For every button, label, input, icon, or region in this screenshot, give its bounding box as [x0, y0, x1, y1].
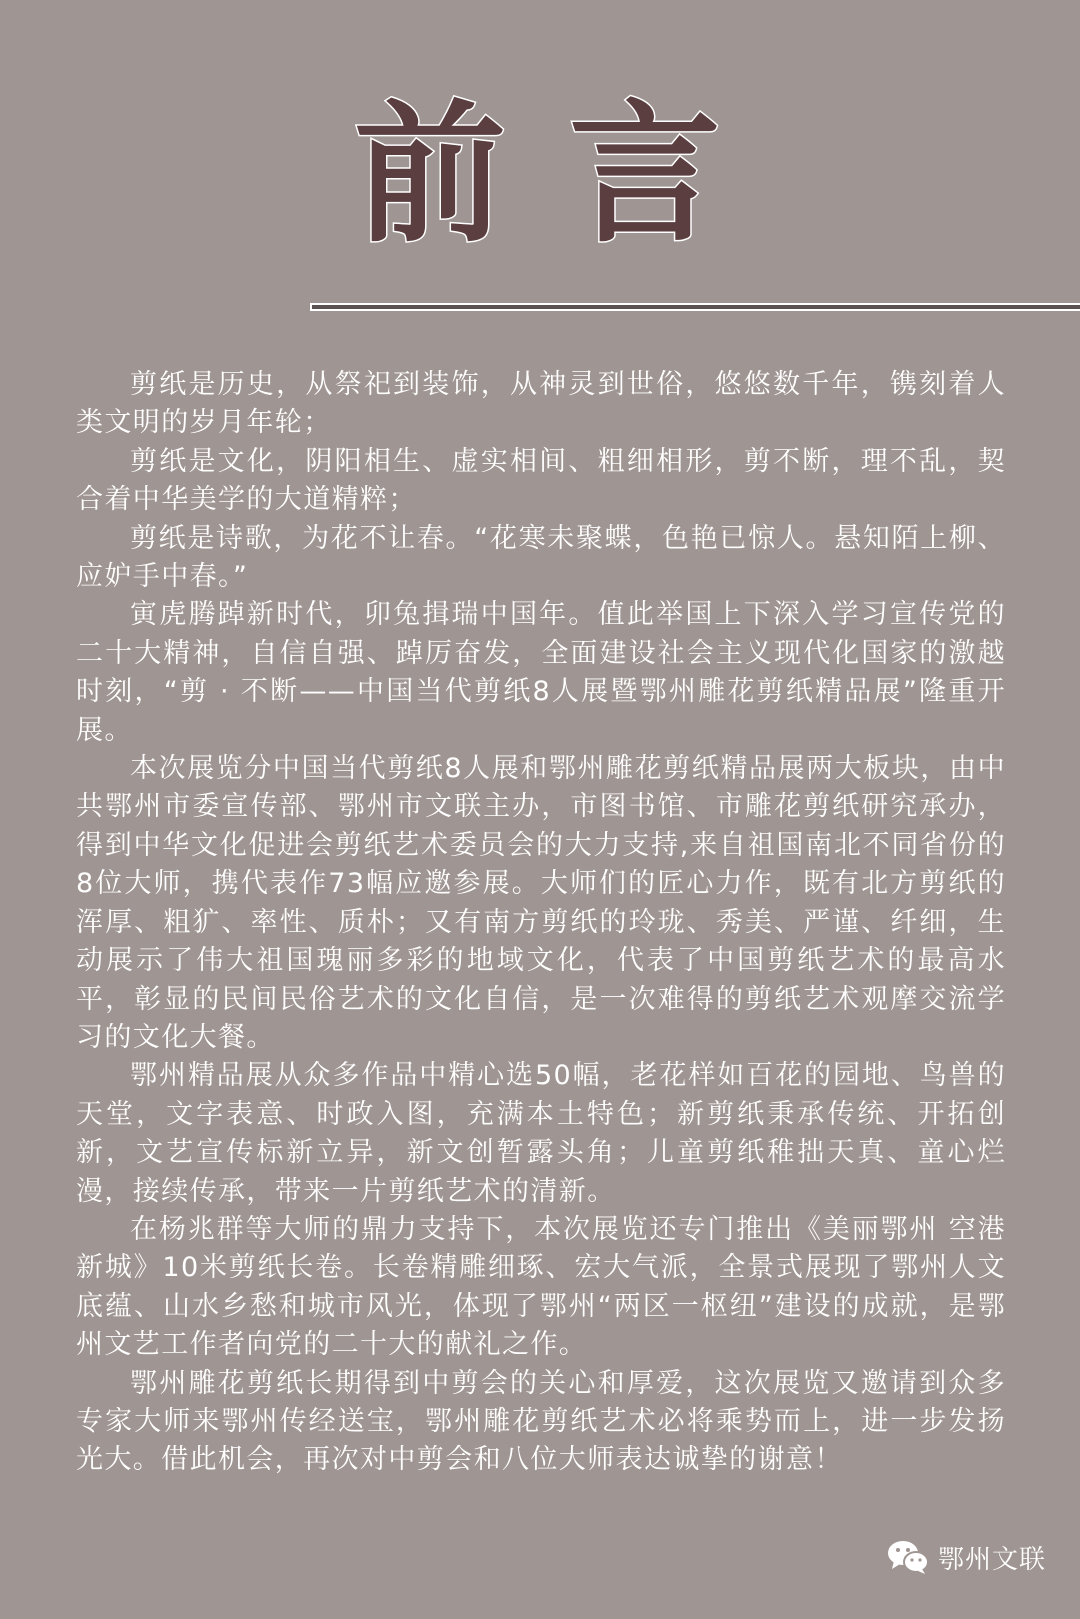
- title-char-qian: 前: [354, 86, 506, 263]
- paragraph: 寅虎腾踔新时代，卯兔揖瑞中国年。值此举国上下深入学习宣传党的二十大精神，自信自强、踔厉奋发，全面建设社会主义现代化国家的激越时刻，“剪 · 不断——中国当代剪纸8人展暨鄂州雕花剪纸精品展”隆重开展。: [76, 599, 1006, 746]
- paragraph: 鄂州精品展从众多作品中精心选50幅，老花样如百花的园地、鸟兽的天堂，文字表意、时政入图，充满本土特色；新剪纸秉承传统、开拓创新，文艺宣传标新立异，新文创暂露头角；儿童剪纸稚拙天真、童心烂漫，接续传承，带来一片剪纸艺术的清新。: [76, 1060, 1006, 1207]
- title-divider: [310, 303, 1080, 311]
- paragraph: 剪纸是文化，阴阳相生、虚实相间、粗细相形，剪不断，理不乱，契合着中华美学的大道精粹；: [76, 445, 1006, 516]
- title-char-yan: 言: [569, 86, 721, 263]
- paragraph: 本次展览分中国当代剪纸8人展和鄂州雕花剪纸精品展两大板块，由中共鄂州市委宣传部、鄂州市文联主办，市图书馆、市雕花剪纸研究承办，得到中华文化促进会剪纸艺术委员会的大力支持,来自祖国南北不同省份的8位大师，携代表作73幅应邀参展。大师们的匠心力作，既有北方剪纸的浑厚、粗犷、率性、质朴；又有南方剪纸的玲珑、秀美、严谨、纤细，生动展示了伟大祖国瑰丽多彩的地域文化，代表了中国剪纸艺术的最高水平，彰显的民间民俗艺术的文化自信，是一次难得的剪纸艺术观摩交流学习的文化大餐。: [76, 753, 1006, 1053]
- paragraph: 在杨兆群等大师的鼎力支持下，本次展览还专门推出《美丽鄂州 空港新城》10米剪纸长卷。长卷精雕细琢、宏大气派，全景式展现了鄂州人文底蕴、山水乡愁和城市风光，体现了鄂州“两区一枢纽”建设的成就，是鄂州文艺工作者向党的二十大的献礼之作。: [76, 1213, 1006, 1361]
- paragraph: 剪纸是诗歌，为花不让春。“花寒未聚蝶，色艳已惊人。悬知陌上柳、应妒手中春。”: [76, 522, 1006, 593]
- page-title: [350, 86, 730, 263]
- brand-name: 鄂州文联: [937, 1544, 1046, 1575]
- paragraph: 鄂州雕花剪纸长期得到中剪会的关心和厚爱，这次展览又邀请到众多专家大师来鄂州传经送宝，鄂州雕花剪纸艺术必将乘势而上，进一步发扬光大。借此机会，再次对中剪会和八位大师表达诚挚的谢意！: [76, 1367, 1006, 1476]
- paragraph: 剪纸是历史，从祭祀到装饰，从神灵到世俗，悠悠数千年，镌刻着人类文明的岁月年轮；: [76, 369, 1006, 439]
- footer-watermark: [886, 1535, 1046, 1579]
- preface-body: [76, 366, 1006, 1480]
- wechat-icon: [886, 1539, 930, 1575]
